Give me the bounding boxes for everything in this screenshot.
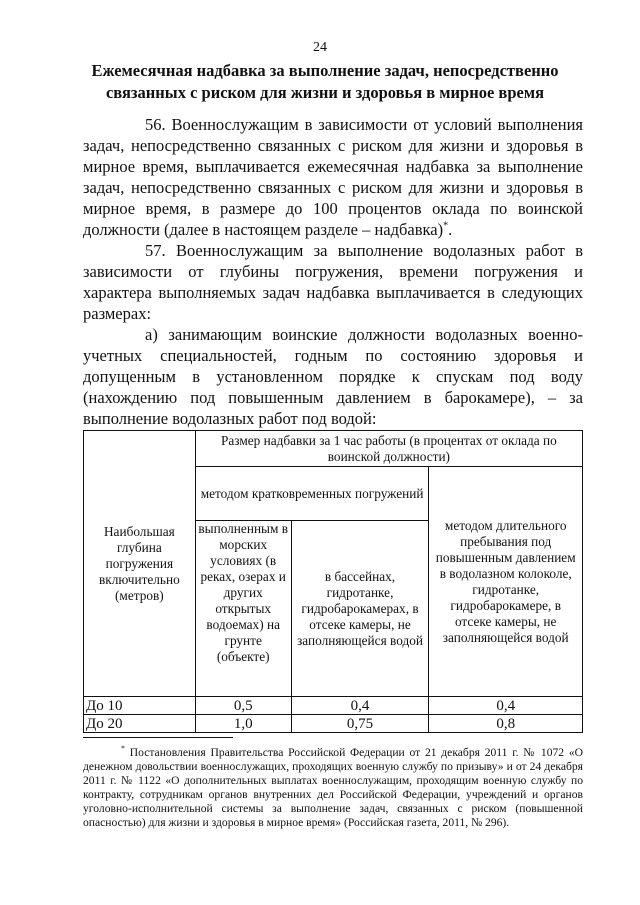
pool-value-cell: 0,4: [291, 697, 429, 715]
depth-cell: До 10: [84, 697, 196, 715]
footnote: [83, 742, 583, 830]
table-row: [84, 697, 583, 715]
paragraph-a: а) занимающим воинские должности водолазных военно-учетных специальностей, годным по состоянию здоровья и допущенным в установленном порядке к спускам под воду (нахождению под повышенным давлением в барокамере), – за выполнение водолазных работ под водой:: [83, 325, 583, 428]
footnote-divider: [83, 737, 233, 738]
header-short-method: методом кратковременных погружений: [195, 467, 429, 521]
section-heading: Ежемесячная надбавка за выполнение задач, непосредственно связанных с риском для жизни и здоровья в мирное время: [91, 61, 559, 102]
paragraph-56-end: .: [448, 220, 453, 239]
paragraph-57: 57. Военнослужащим за выполнение водолазных работ в зависимости от глубины погружения, времени погружения и характера выполняемых задач надбавка выплачивается в следующих размерах:: [83, 241, 583, 323]
depth-cell: До 20: [84, 715, 196, 733]
long-value-cell: 0,4: [429, 697, 583, 715]
sea-value-cell: 1,0: [195, 715, 291, 733]
rate-table: [83, 430, 583, 733]
header-long-method: методом длительного пребывания под повышенным давлением в водолазном колоколе, гидротанке, гидробарокамере, в отсеке камеры, не заполняющейся водой: [429, 467, 583, 697]
paragraph-56-text: 56. Военнослужащим в зависимости от условий выполнения задач, непосредственно связанных с риском для жизни и здоровья в мирное время, выплачивается ежемесячная надбавка за выполнение задач, непосредственно связанных с риском для жизни и здоровья в мирное время, в размере до 100 процентов оклада по воинской должности (далее в настоящем разделе – надбавка): [83, 115, 583, 239]
long-value-cell: 0,8: [429, 715, 583, 733]
header-pool-conditions: в бассейнах, гидротанке, гидробарокамерах, в отсеке камеры, не заполняющейся водой: [291, 521, 429, 697]
header-rate: Размер надбавки за 1 час работы (в процентах от оклада по воинской должности): [195, 431, 582, 467]
header-depth: Наибольшая глубина погружения включительно (метров): [84, 431, 196, 697]
pool-value-cell: 0,75: [291, 715, 429, 733]
footnote-text: Постановления Правительства Российской Федерации от 21 декабря 2011 г. № 1072 «О денежном довольствии военнослужащих, проходящих военную службу по призыву» и от 24 декабря 2011 г. № 1122 «О дополнительных выплатах военнослужащим, проходящим военную службу по контракту, сотрудникам органов внутренних дел Российской Федерации, учреждений и органов уголовно-исполнительной системы за выполнение задач, связанных с риском (повышенной опасностью) для жизни и здоровья в мирное время» (Российская газета, 2011, № 296).: [83, 745, 584, 829]
body-text: [83, 114, 583, 429]
sea-value-cell: 0,5: [195, 697, 291, 715]
footnote-marker: *: [443, 220, 449, 232]
table-row: [84, 715, 583, 733]
paragraph-56: [83, 114, 583, 240]
page-number: 24: [313, 40, 327, 55]
header-sea-conditions: выполненным в морских условиях (в реках, озерах и других открытых водоемах) на грунте (объекте): [195, 521, 291, 697]
footnote-marker: *: [121, 744, 125, 753]
